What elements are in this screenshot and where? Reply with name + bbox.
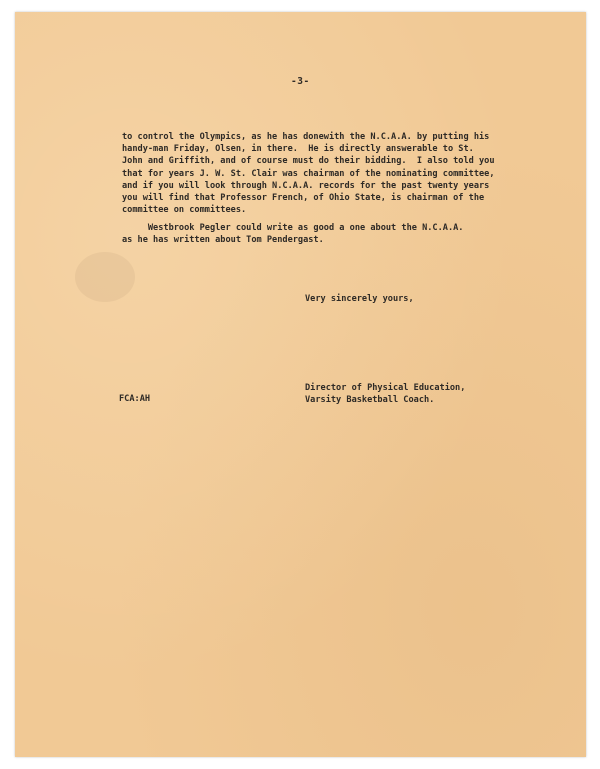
text-line: John and Griffith, and of course must do their bidding. I also told you bbox=[122, 156, 495, 167]
signature-title-line: Varsity Basketball Coach. bbox=[305, 395, 435, 406]
body-paragraph-2 bbox=[122, 222, 542, 246]
text-line: handy-man Friday, Olsen, in there. He is directly answerable to St. bbox=[122, 144, 474, 155]
typist-initials: FCA:AH bbox=[119, 394, 151, 404]
page-number: -3- bbox=[291, 76, 310, 87]
text-line: to control the Olympics, as he has donewith the N.C.A.A. by putting his bbox=[122, 132, 490, 142]
paper-smudge bbox=[75, 252, 135, 302]
signature-title-line: Director of Physical Education, bbox=[305, 383, 466, 393]
body-paragraph-1 bbox=[122, 131, 542, 216]
letter-page bbox=[15, 12, 586, 757]
text-line: committee on committees. bbox=[122, 205, 247, 216]
closing-salutation: Very sincerely yours, bbox=[305, 294, 414, 304]
text-line: as he has written about Tom Pendergast. bbox=[122, 235, 324, 246]
text-line: you will find that Professor French, of Ohio State, is chairman of the bbox=[122, 193, 485, 204]
text-line: Westbrook Pegler could write as good a one about the N.C.A.A. bbox=[122, 223, 464, 233]
text-line: and if you will look through N.C.A.A. records for the past twenty years bbox=[122, 180, 490, 191]
signature-block bbox=[305, 382, 465, 406]
text-line: that for years J. W. St. Clair was chairman of the nominating committee, bbox=[122, 168, 495, 179]
